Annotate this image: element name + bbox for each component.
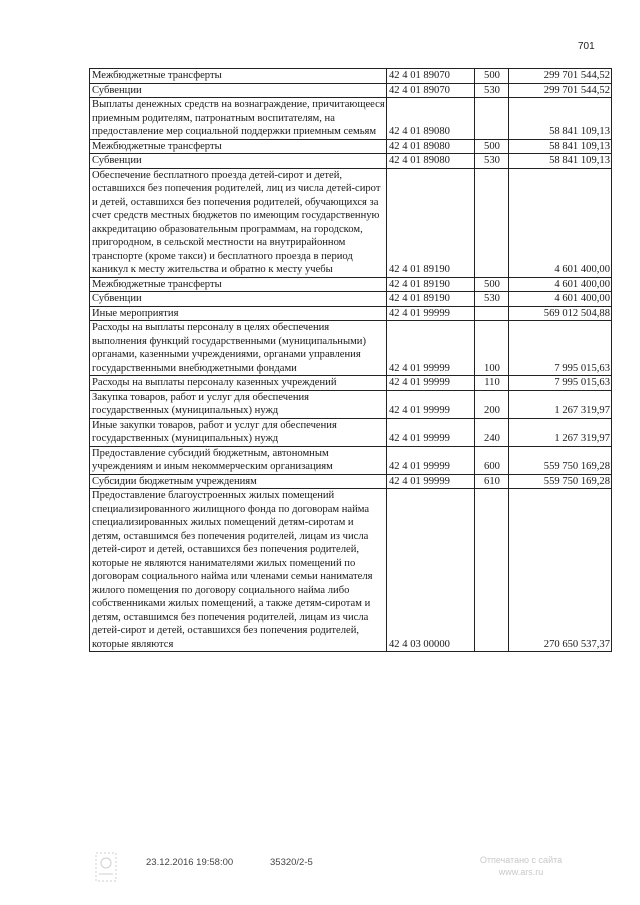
row-code-cell: 42 4 01 99999 <box>387 418 475 446</box>
row-name-cell: Расходы на выплаты персоналу казенных учреждений <box>90 376 387 391</box>
table-row <box>90 446 612 474</box>
row-amount-cell: 299 701 544,52 <box>509 83 612 98</box>
row-expense-type-cell <box>475 168 509 277</box>
table-row <box>90 376 612 391</box>
row-code-cell: 42 4 01 99999 <box>387 390 475 418</box>
row-name-cell: Выплаты денежных средств на вознаграждение, причитающееся приемным родителям, патронатным воспитателям, на предоставление мер социальной поддержки приемным семьям <box>90 98 387 140</box>
row-amount-cell: 559 750 169,28 <box>509 474 612 489</box>
row-name-cell: Расходы на выплаты персоналу в целях обеспечения выполнения функций государственными (муниципальными) органами, казенными учреждениями, органами управления государственными внебюджетными фондами <box>90 321 387 376</box>
row-name-cell: Субвенции <box>90 292 387 307</box>
row-expense-type-cell: 200 <box>475 390 509 418</box>
watermark-line-2: www.ars.ru <box>498 867 544 877</box>
document-id: 35320/2-5 <box>270 857 313 868</box>
row-amount-cell: 559 750 169,28 <box>509 446 612 474</box>
table-row <box>90 154 612 169</box>
row-amount-cell: 4 601 400,00 <box>509 168 612 277</box>
row-name-cell: Межбюджетные трансферты <box>90 139 387 154</box>
row-code-cell: 42 4 01 99999 <box>387 321 475 376</box>
table-row <box>90 474 612 489</box>
row-expense-type-cell: 500 <box>475 277 509 292</box>
row-name-cell: Иные закупки товаров, работ и услуг для обеспечения государственных (муниципальных) нужд <box>90 418 387 446</box>
row-amount-cell: 569 012 504,88 <box>509 306 612 321</box>
row-amount-cell: 7 995 015,63 <box>509 321 612 376</box>
row-code-cell: 42 4 01 89070 <box>387 83 475 98</box>
row-code-cell: 42 4 01 99999 <box>387 474 475 489</box>
row-code-cell: 42 4 01 89190 <box>387 277 475 292</box>
row-amount-cell: 299 701 544,52 <box>509 69 612 84</box>
row-name-cell: Обеспечение бесплатного проезда детей-сирот и детей, оставшихся без попечения родителей, лиц из числа детей-сирот и детей, оставшихся без попечения родителей, обучающихся за счет средств местных бюджетов по имеющим государственную аккредитацию образовательным программам, на городском, пригородном, в сельской местности на внутрирайонном транспорте (кроме такси) и бесплатного проезда в период каникул к месту жительства и обратно к месту учебы <box>90 168 387 277</box>
row-expense-type-cell <box>475 306 509 321</box>
page-number: 701 <box>578 41 595 52</box>
row-name-cell: Предоставление субсидий бюджетным, автономным учреждениям и иным некоммерческим организациям <box>90 446 387 474</box>
row-name-cell: Межбюджетные трансферты <box>90 277 387 292</box>
row-code-cell: 42 4 01 99999 <box>387 376 475 391</box>
table-row <box>90 292 612 307</box>
table-row <box>90 418 612 446</box>
row-amount-cell: 7 995 015,63 <box>509 376 612 391</box>
row-code-cell: 42 4 01 89080 <box>387 98 475 140</box>
row-amount-cell: 1 267 319,97 <box>509 390 612 418</box>
row-code-cell: 42 4 01 99999 <box>387 446 475 474</box>
row-expense-type-cell: 600 <box>475 446 509 474</box>
table-row <box>90 390 612 418</box>
stamp-logo-icon <box>93 850 119 884</box>
row-expense-type-cell: 530 <box>475 292 509 307</box>
row-code-cell: 42 4 01 99999 <box>387 306 475 321</box>
watermark <box>446 854 596 878</box>
row-expense-type-cell: 110 <box>475 376 509 391</box>
watermark-line-1: Отпечатано с сайта <box>479 855 563 865</box>
row-amount-cell: 270 650 537,37 <box>509 489 612 652</box>
row-expense-type-cell: 530 <box>475 83 509 98</box>
table-row <box>90 321 612 376</box>
row-expense-type-cell: 100 <box>475 321 509 376</box>
row-expense-type-cell <box>475 98 509 140</box>
row-amount-cell: 4 601 400,00 <box>509 292 612 307</box>
row-name-cell: Межбюджетные трансферты <box>90 69 387 84</box>
row-expense-type-cell: 530 <box>475 154 509 169</box>
table-row <box>90 306 612 321</box>
table-row <box>90 83 612 98</box>
row-name-cell: Закупка товаров, работ и услуг для обеспечения государственных (муниципальных) нужд <box>90 390 387 418</box>
row-amount-cell: 1 267 319,97 <box>509 418 612 446</box>
budget-table <box>89 68 612 652</box>
row-code-cell: 42 4 01 89080 <box>387 139 475 154</box>
row-expense-type-cell: 240 <box>475 418 509 446</box>
row-amount-cell: 58 841 109,13 <box>509 139 612 154</box>
row-amount-cell: 58 841 109,13 <box>509 154 612 169</box>
row-name-cell: Предоставление благоустроенных жилых помещений специализированного жилищного фонда по договорам найма специализированных жилых помещений детям-сиротам и детям, оставшимся без попечения родителей, лицам из числа детей-сирот и детей, оставшихся без попечения родителей, которые не являются нанимателями жилых помещений по договорам социального найма или членами семьи нанимателя жилого помещения по договору социального найма либо собственниками жилых помещений, а также детям-сиротам и детям, оставшимся без попечения родителей, лицам из числа детей-сирот и детей, оставшихся без попечения родителей, которые являются <box>90 489 387 652</box>
row-code-cell: 42 4 01 89190 <box>387 292 475 307</box>
row-code-cell: 42 4 01 89190 <box>387 168 475 277</box>
table-row <box>90 168 612 277</box>
table-row <box>90 69 612 84</box>
print-datetime: 23.12.2016 19:58:00 <box>146 857 234 868</box>
row-expense-type-cell <box>475 489 509 652</box>
row-expense-type-cell: 500 <box>475 69 509 84</box>
table-row <box>90 139 612 154</box>
row-expense-type-cell: 610 <box>475 474 509 489</box>
table-row <box>90 489 612 652</box>
table-row <box>90 98 612 140</box>
row-name-cell: Субвенции <box>90 154 387 169</box>
table-row <box>90 277 612 292</box>
row-amount-cell: 4 601 400,00 <box>509 277 612 292</box>
row-code-cell: 42 4 01 89070 <box>387 69 475 84</box>
row-code-cell: 42 4 03 00000 <box>387 489 475 652</box>
row-name-cell: Субсидии бюджетным учреждениям <box>90 474 387 489</box>
row-name-cell: Субвенции <box>90 83 387 98</box>
budget-table-body <box>90 69 612 652</box>
row-expense-type-cell: 500 <box>475 139 509 154</box>
row-name-cell: Иные мероприятия <box>90 306 387 321</box>
row-amount-cell: 58 841 109,13 <box>509 98 612 140</box>
row-code-cell: 42 4 01 89080 <box>387 154 475 169</box>
